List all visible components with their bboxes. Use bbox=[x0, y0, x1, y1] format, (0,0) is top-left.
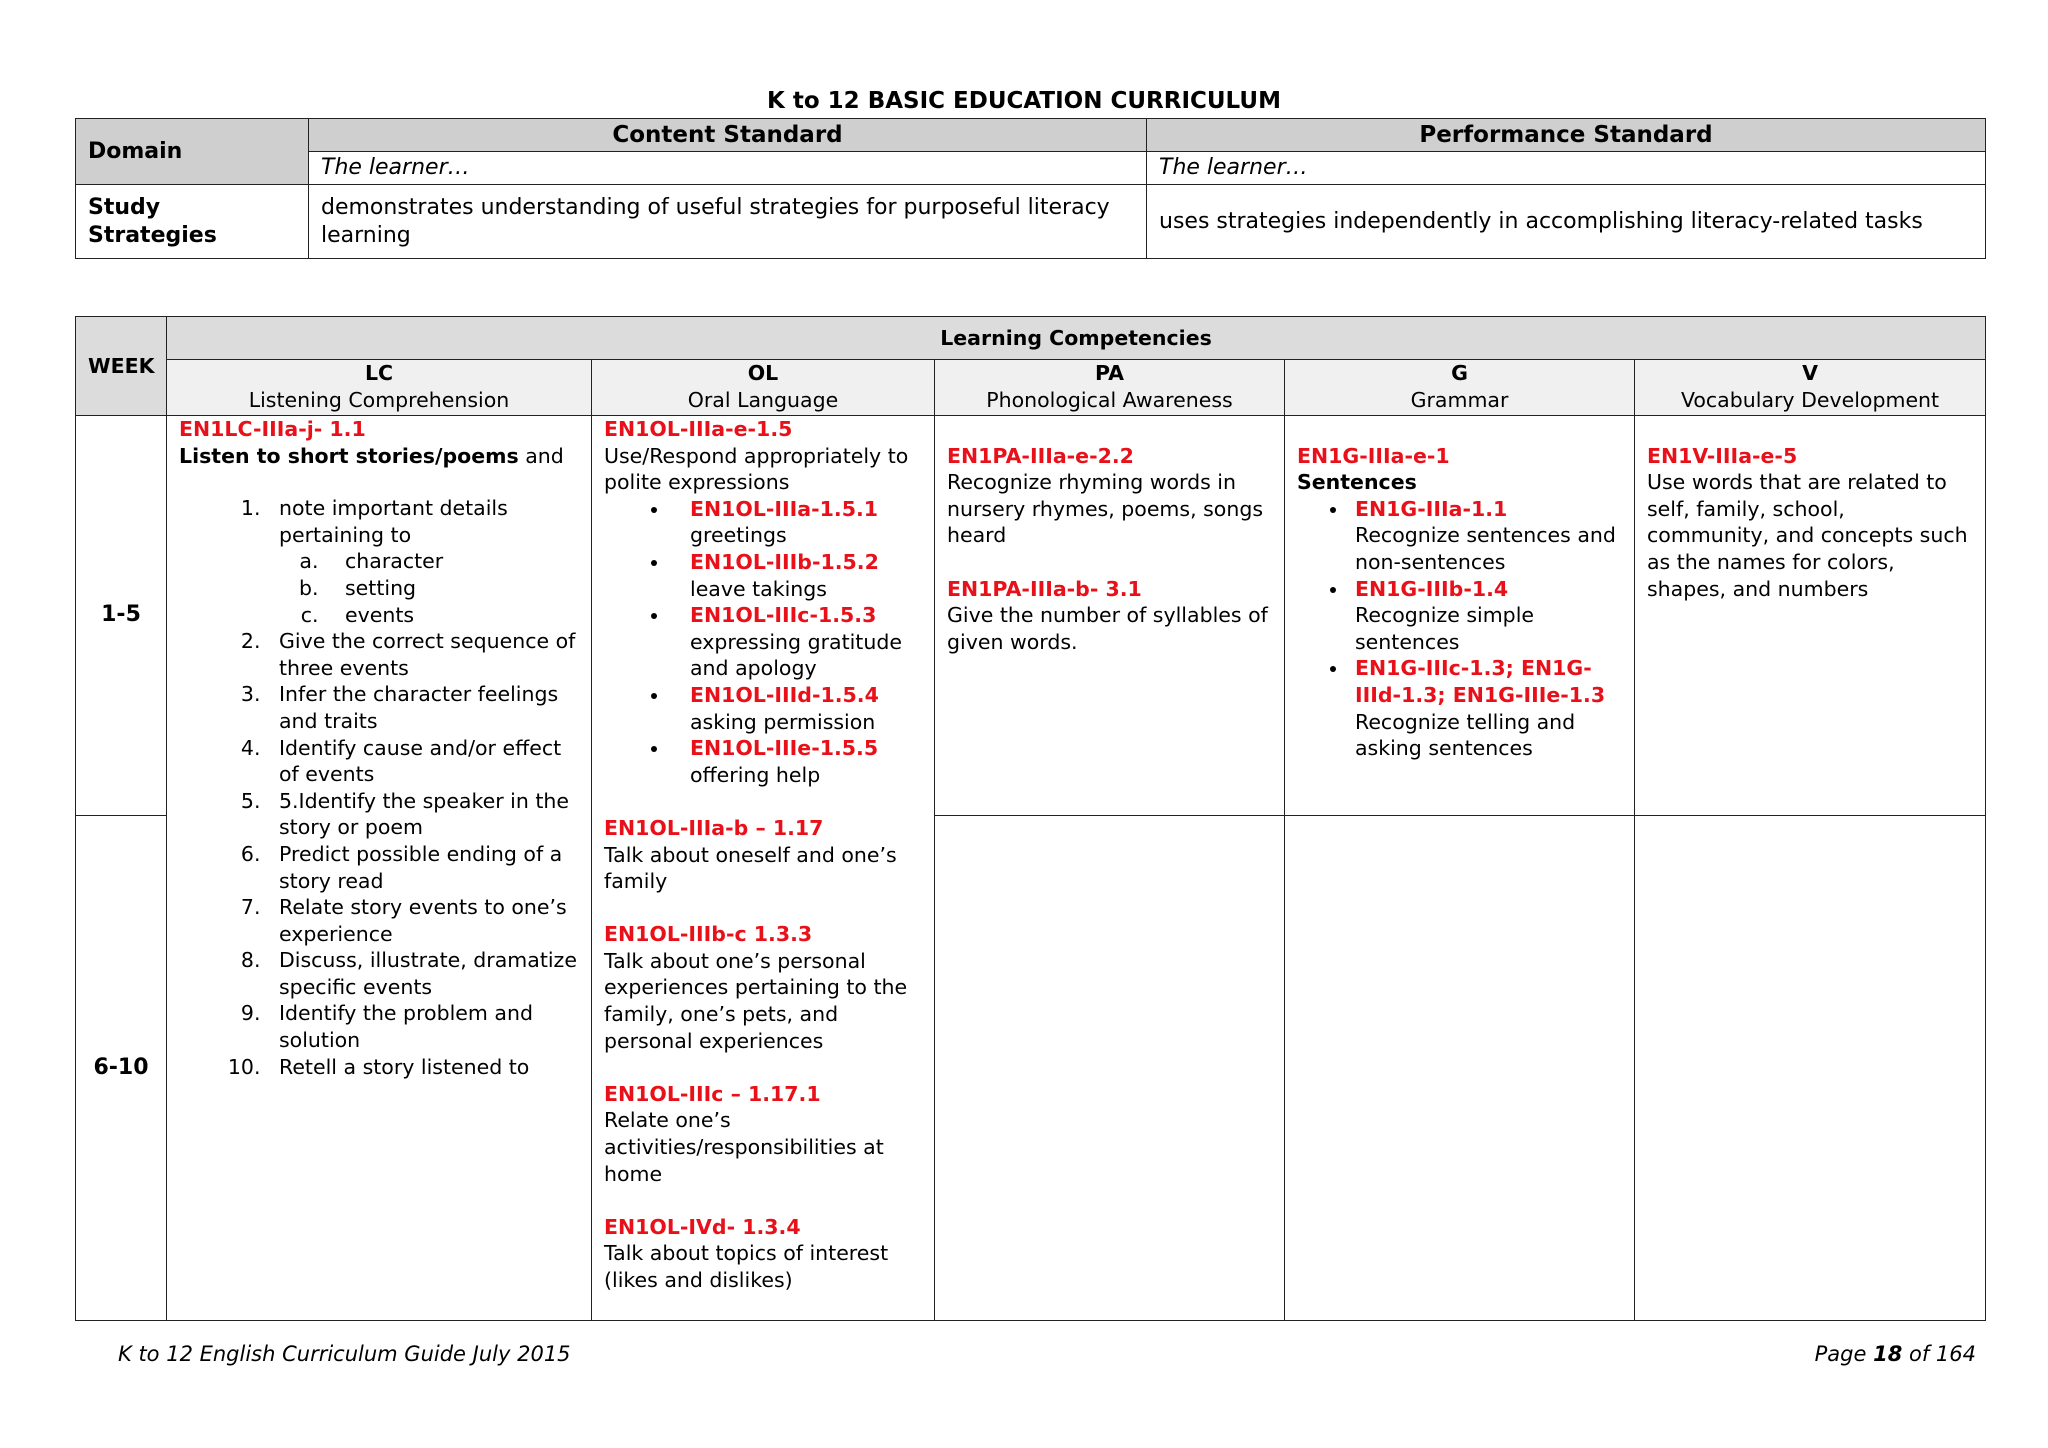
pa-text: Recognize rhyming words in nursery rhymes, poems, songs heard bbox=[947, 470, 1264, 548]
performance-standard-value: uses strategies independently in accomplishing literacy-related tasks bbox=[1147, 185, 1986, 259]
week-header: WEEK bbox=[76, 317, 167, 416]
week-6-10: 6-10 bbox=[76, 816, 167, 1321]
lc-intro: Listen to short stories/poems and bbox=[179, 443, 564, 468]
lc-list bbox=[179, 495, 579, 1080]
competencies-table bbox=[75, 316, 1986, 1321]
performance-standard-header: Performance Standard bbox=[1147, 119, 1986, 152]
list-item: b. setting bbox=[325, 575, 579, 602]
ol-desc: Use/Respond appropriately to polite expressions bbox=[604, 443, 909, 495]
list-item: 7. Relate story events to one’s experience bbox=[267, 894, 579, 947]
list-item: 8. Discuss, illustrate, dramatize specific events bbox=[267, 947, 579, 1000]
list-item: • EN1G-IIIa-1.1 Recognize sentences and non-sentences bbox=[1349, 496, 1622, 576]
pa-code: EN1PA-IIIa-b- 3.1 bbox=[947, 576, 1142, 601]
ol-cell bbox=[592, 416, 935, 1321]
column-header-v: V Vocabulary Development bbox=[1635, 360, 1986, 416]
g-code: EN1G-IIIa-e-1 bbox=[1297, 443, 1450, 468]
column-header-ol: OL Oral Language bbox=[592, 360, 935, 416]
list-item: • EN1OL-IIIa-1.5.1 greetings bbox=[670, 496, 922, 549]
g-cell bbox=[1285, 416, 1635, 816]
content-standard-header: Content Standard bbox=[309, 119, 1147, 152]
lc-cell bbox=[167, 416, 592, 1321]
ol-bullets bbox=[604, 496, 922, 789]
list-item: a. character bbox=[325, 548, 579, 575]
list-item: • EN1OL-IIId-1.5.4 asking permission bbox=[670, 682, 922, 735]
v-cell-empty bbox=[1635, 816, 1986, 1321]
ol-later-code: EN1OL-IIIa-b – 1.17 bbox=[604, 815, 824, 840]
g-title: Sentences bbox=[1297, 470, 1417, 495]
list-item: c. events bbox=[325, 602, 579, 629]
column-header-lc: LC Listening Comprehension bbox=[167, 360, 592, 416]
v-cell bbox=[1635, 416, 1986, 816]
ol-code: EN1OL-IIIa-e-1.5 bbox=[604, 417, 793, 441]
domain-header: Domain bbox=[76, 119, 309, 185]
list-item: • EN1G-IIIb-1.4 Recognize simple sentences bbox=[1349, 576, 1622, 656]
ol-later-text: Relate one’s activities/responsibilities at home bbox=[604, 1108, 884, 1186]
ol-later-code: EN1OL-IIIc – 1.17.1 bbox=[604, 1081, 821, 1106]
list-item: 6. Predict possible ending of a story read bbox=[267, 841, 579, 894]
pa-cell-empty bbox=[935, 816, 1285, 1321]
list-item: • EN1OL-IIIc-1.5.3 expressing gratitude and apology bbox=[670, 602, 922, 682]
footer-guide-title: K to 12 English Curriculum Guide July 2015 bbox=[118, 1342, 571, 1366]
page-number: Page 18 of 164 bbox=[1814, 1342, 1976, 1366]
list-item: 4. Identify cause and/or effect of events bbox=[267, 735, 579, 788]
domain-value: Study Strategies bbox=[76, 185, 309, 259]
standards-table bbox=[75, 118, 1986, 259]
learning-competencies-header: Learning Competencies bbox=[167, 317, 1986, 360]
list-item: 2. Give the correct sequence of three events bbox=[267, 628, 579, 681]
list-item: 10. Retell a story listened to bbox=[267, 1054, 579, 1081]
column-header-pa: PA Phonological Awareness bbox=[935, 360, 1285, 416]
ol-later-code: EN1OL-IVd- 1.3.4 bbox=[604, 1214, 801, 1239]
page-title: K to 12 BASIC EDUCATION CURRICULUM bbox=[767, 88, 1281, 114]
list-item: 1. note important details pertaining to a. character b. setting c. events bbox=[267, 495, 579, 628]
lc-code: EN1LC-IIIa-j- 1.1 bbox=[179, 417, 366, 441]
g-bullets bbox=[1297, 496, 1622, 762]
ol-later-code: EN1OL-IIIb-c 1.3.3 bbox=[604, 922, 813, 947]
content-standard-value: demonstrates understanding of useful strategies for purposeful literacy learning bbox=[309, 185, 1147, 259]
list-item: 3. Infer the character feelings and traits bbox=[267, 681, 579, 734]
list-item: • EN1G-IIIc-1.3; EN1G-IIId-1.3; EN1G-IIIe-1.3 Recognize telling and asking sentences bbox=[1349, 655, 1622, 761]
v-code: EN1V-IIIa-e-5 bbox=[1647, 443, 1798, 468]
content-learner: The learner… bbox=[309, 152, 1147, 185]
week-1-5: 1-5 bbox=[76, 416, 167, 816]
performance-learner: The learner… bbox=[1147, 152, 1986, 185]
ol-later-text: Talk about oneself and one’s family bbox=[604, 842, 897, 894]
v-text: Use words that are related to self, family, school, community, and concepts such as the names for colors, shapes, and numbers bbox=[1647, 470, 1968, 601]
ol-later-text: Talk about one’s personal experiences pertaining to the family, one’s pets, and personal experiences bbox=[604, 948, 908, 1053]
list-item: • EN1OL-IIIe-1.5.5 offering help bbox=[670, 735, 922, 788]
list-item: 9. Identify the problem and solution bbox=[267, 1000, 579, 1053]
g-cell-empty bbox=[1285, 816, 1635, 1321]
list-item: 5. 5.Identify the speaker in the story or poem bbox=[267, 788, 579, 841]
pa-cell bbox=[935, 416, 1285, 816]
list-item: • EN1OL-IIIb-1.5.2 leave takings bbox=[670, 549, 922, 602]
column-header-g: G Grammar bbox=[1285, 360, 1635, 416]
pa-text: Give the number of syllables of given words. bbox=[947, 603, 1268, 654]
pa-code: EN1PA-IIIa-e-2.2 bbox=[947, 443, 1134, 468]
ol-later-text: Talk about topics of interest (likes and dislikes) bbox=[604, 1241, 889, 1292]
